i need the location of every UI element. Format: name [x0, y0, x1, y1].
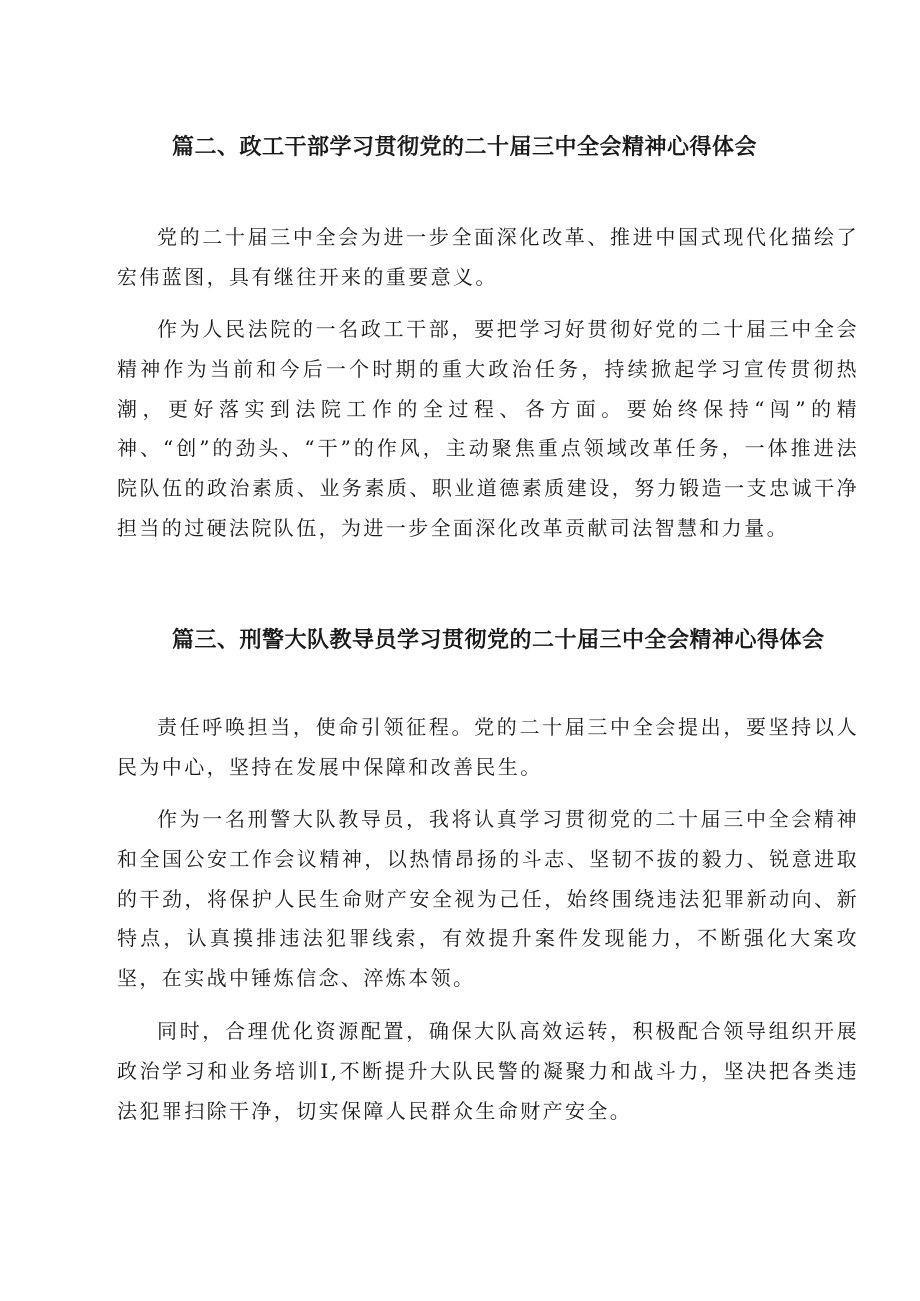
paragraph: 作为一名刑警大队教导员，我将认真学习贯彻党的二十届三中全会精神和全国公安工作会议精神，以热情昂扬的斗志、坚韧不拔的毅力、锐意进取的干劲，将保护人民生命财产安全视为己任，始终围绕违法犯罪新动向、新特点，认真摸排违法犯罪线索，有效提升案件发现能力，不断强化大案攻坚，在实战中锤炼信念、淬炼本领。 [117, 807, 859, 991]
paragraph: 党的二十届三中全会为进一步全面深化改革、推进中国式现代化描绘了宏伟蓝图，具有继往开来的重要意义。 [117, 225, 859, 289]
paragraph: 作为人民法院的一名政工干部，要把学习好贯彻好党的二十届三中全会精神作为当前和今后一个时期的重大政治任务，持续掀起学习宣传贯彻热潮，更好落实到法院工作的全过程、各方面。要始终保持“闯”的精神、“创”的劲头、“干”的作风，主动聚焦重点领域改革任务，一体推进法院队伍的政治素质、业务素质、职业道德素质建设，努力锻造一支忠诚干净担当的过硬法院队伍，为进一步全面深化改革贡献司法智慧和力量。 [117, 317, 859, 540]
section-heading-2: 篇二、政工干部学习贯彻党的二十届三中全会精神心得体会 [172, 135, 758, 160]
paragraph: 责任呼唤担当，使命引领征程。党的二十届三中全会提出，要坚持以人民为中心，坚持在发展中保障和改善民生。 [117, 715, 859, 779]
section-heading-3: 篇三、刑警大队教导员学习贯彻党的二十届三中全会精神心得体会 [172, 628, 825, 653]
paragraph: 同时，合理优化资源配置，确保大队高效运转，积极配合领导组织开展政治学习和业务培训I,不断提升大队民警的凝聚力和战斗力，坚决把各类违法犯罪扫除干净，切实保障人民群众生命财产安全。 [117, 1019, 859, 1123]
